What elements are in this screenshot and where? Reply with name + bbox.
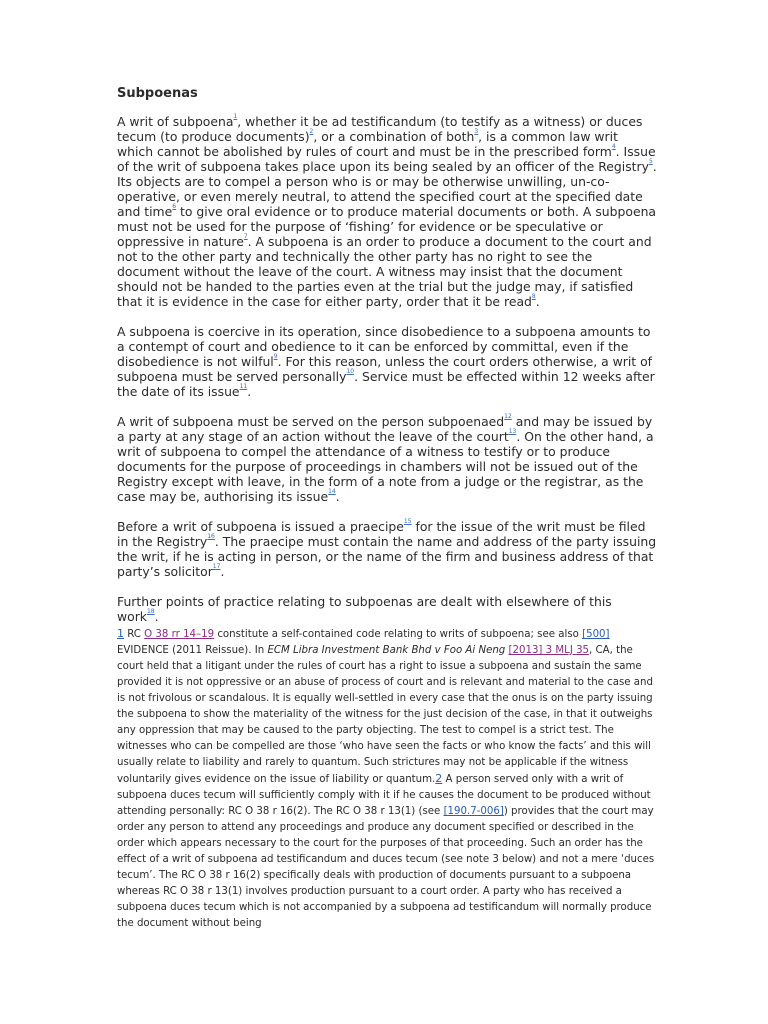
paragraph-3 bbox=[117, 414, 657, 504]
footnote-ref-7[interactable]: 7 bbox=[243, 233, 248, 240]
footnotes bbox=[117, 626, 657, 932]
text: A writ of subpoena bbox=[117, 114, 234, 129]
text: A person served only with a writ of subpoena duces tecum will sufficiently comply with it if he causes the document to be produced without attending personally: RC O 38 r 16(2). The RC O 38 r 13(1) (see bbox=[117, 774, 651, 817]
text: . Its objects are to compel a person who is or may be otherwise unwilling, un-co-operative, or even merely neutral, to attend the specified court at the specified date and time bbox=[117, 159, 657, 219]
text: A subpoena is coercive in its operation, since disobedience to a subpoena amounts to a contempt of court and obedience to it can be enforced by committal, even if the disobedience is not wilful bbox=[117, 324, 651, 369]
footnote-2-link[interactable]: 2 bbox=[435, 772, 443, 785]
paragraph-5 bbox=[117, 594, 657, 624]
text: and may be issued by a party at any stage of an action without the leave of the court bbox=[117, 414, 653, 444]
text: , is a common law writ which cannot be abolished by rules of court and must be in the prescribed form bbox=[117, 129, 618, 159]
footnote-ref-17[interactable]: 17 bbox=[212, 563, 221, 570]
paragraph-2 bbox=[117, 324, 657, 399]
text: . For this reason, unless the court orders otherwise, a writ of subpoena must be served personally bbox=[117, 354, 653, 384]
footnote-ref-9[interactable]: 9 bbox=[273, 353, 278, 360]
text: . Service must be effected within 12 weeks after the date of its issue bbox=[117, 369, 655, 399]
paragraph-1 bbox=[117, 114, 657, 309]
text: . Issue of the writ of subpoena takes place upon its being sealed by an officer of the Registry bbox=[117, 144, 656, 174]
case-name: ECM Libra Investment Bank Bhd v Foo Ai Neng bbox=[267, 645, 506, 656]
text: . bbox=[220, 564, 225, 579]
footnote-ref-4[interactable]: 4 bbox=[611, 143, 616, 150]
footnote-ref-16[interactable]: 16 bbox=[207, 533, 215, 540]
text: , or a combination of both bbox=[313, 129, 475, 144]
text: for the issue of the writ must be filed in the Registry bbox=[117, 519, 646, 549]
text: . bbox=[154, 609, 159, 624]
text: constitute a self-contained code relating to writs of subpoena; see also bbox=[214, 629, 583, 640]
text: EVIDENCE (2011 Reissue). In bbox=[117, 645, 268, 656]
footnote-ref-14[interactable]: 14 bbox=[328, 488, 336, 495]
reference-link[interactable]: [190.7-006] bbox=[443, 806, 504, 817]
footnote-1-link[interactable]: 1 bbox=[117, 627, 124, 640]
text: , CA, the court held that a litigant under the rules of court has a right to issue a subpoena and sustain the same provided it is not oppressive or an abuse of process of court and is relevant and material to the case and is not frivolous or scandalous. It is equally well-settled in every case that the onus is on the party issuing the subpoena to show the materiality of the witness for the just decision of the case, in that it outweighs any oppression that may be caused to the party objecting. The test to compel is a strict test. The witnesses who can be compelled are those ‘who have seen the facts or who know the facts’ and this will usually relate to liability and rarely to quantum. Such strictures may not be applicable if the witness voluntarily gives evidence on the issue of liability or quantum. bbox=[117, 645, 653, 785]
citation-link[interactable]: [2013] 3 MLJ 35 bbox=[508, 645, 590, 656]
footnote-ref-15[interactable]: 15 bbox=[403, 518, 412, 525]
text: to give oral evidence or to produce material documents or both. A subpoena must not be used for the purpose of ‘fishing’ for evidence or be speculative or oppressive in nature bbox=[117, 204, 657, 249]
footnote-ref-2[interactable]: 2 bbox=[309, 128, 314, 135]
footnote-ref-1[interactable]: 1 bbox=[233, 113, 238, 120]
footnote-ref-11[interactable]: 11 bbox=[239, 383, 248, 390]
text: . A subpoena is an order to produce a document to the court and not to the other party and technically the other party has no right to see the document without the leave of the court. A witness may insist that the document should not be handed to the parties even at the trial but the judge may, if satisfied that it is evidence in the case for either party, order that it be read bbox=[117, 234, 652, 309]
footnote-ref-5[interactable]: 5 bbox=[648, 158, 653, 165]
text: A writ of subpoena must be served on the person subpoenaed bbox=[117, 414, 505, 429]
text: . bbox=[535, 294, 540, 309]
text: , whether it be ad testificandum (to testify as a witness) or duces tecum (to produce documents) bbox=[117, 114, 643, 144]
text: . The praecipe must contain the name and address of the party issuing the writ, if he is acting in person, or the name of the firm and business address of that party’s solicitor bbox=[117, 534, 657, 579]
footnote-ref-10[interactable]: 10 bbox=[346, 368, 355, 375]
footnote-ref-18[interactable]: 18 bbox=[146, 608, 155, 615]
paragraph-4 bbox=[117, 519, 657, 579]
text: . bbox=[247, 384, 252, 399]
reference-link[interactable]: [500] bbox=[582, 629, 610, 640]
text: . bbox=[335, 489, 340, 504]
page-title: Subpoenas bbox=[117, 86, 198, 101]
document-body bbox=[117, 114, 657, 624]
text: . On the other hand, a writ of subpoena to compel the attendance of a witness to testify or to produce documents for the purpose of proceedings in chambers will not be issued out of the Registry except with leave, in the form of a note from a judge or the registrar, as the case may be, authorising its issue bbox=[117, 429, 654, 504]
footnote-ref-3[interactable]: 3 bbox=[474, 128, 479, 135]
text: Before a writ of subpoena is issued a praecipe bbox=[117, 519, 404, 534]
footnote-ref-12[interactable]: 12 bbox=[504, 413, 512, 420]
text: ) provides that the court may order any person to attend any proceedings and produce any document specified or described in the order which appears necessary to the court for the purposes of that proceeding. Such an order has the effect of a writ of subpoena ad testificandum and duces tecum (see note 3 below) and not a mere ‘duces tecum’. The RC O 38 r 16(2) specifically deals with production of documents pursuant to a subpoena whereas RC O 38 r 13(1) involves production pursuant to a court order. A party who has received a subpoena duces tecum which is not accompanied by a subpoena ad testificandum will normally produce the document without being bbox=[117, 806, 655, 929]
text: RC bbox=[124, 629, 145, 640]
footnote-ref-8[interactable]: 8 bbox=[531, 293, 536, 300]
footnote-ref-6[interactable]: 6 bbox=[172, 203, 177, 210]
rule-link[interactable]: O 38 rr 14–19 bbox=[144, 629, 215, 640]
text: Further points of practice relating to subpoenas are dealt with elsewhere of this work bbox=[117, 594, 612, 624]
footnote-ref-13[interactable]: 13 bbox=[508, 428, 517, 435]
